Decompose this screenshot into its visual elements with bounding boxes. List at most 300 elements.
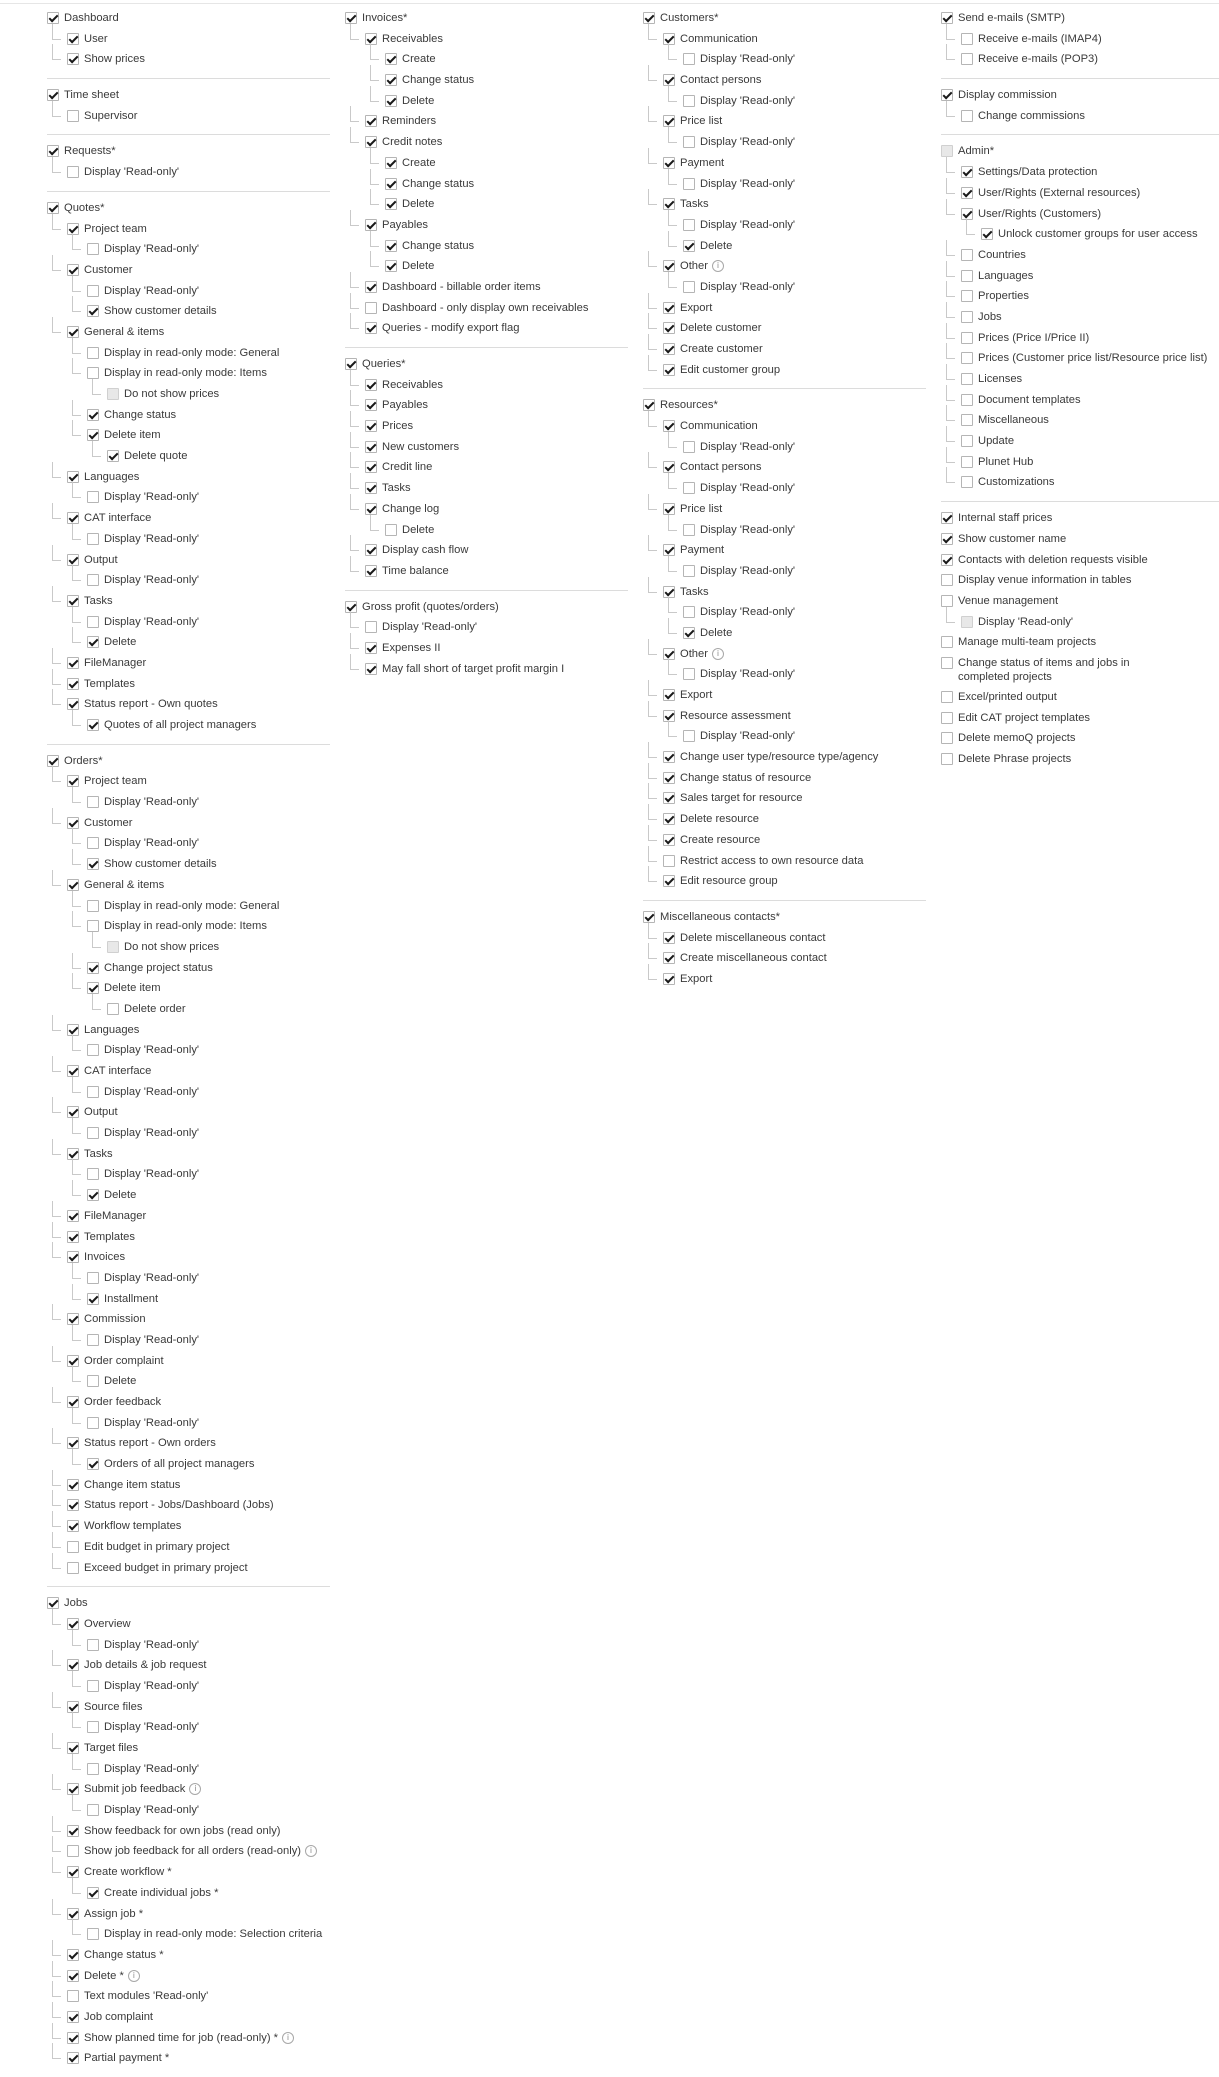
- checkbox-display-read-only[interactable]: [87, 1272, 99, 1284]
- checkbox-tasks[interactable]: [67, 595, 79, 607]
- permission-row-excel-printed-output[interactable]: [941, 687, 1219, 708]
- checkbox-communication[interactable]: [663, 420, 675, 432]
- checkbox-show-prices[interactable]: [67, 53, 79, 65]
- permission-row-delete[interactable]: [345, 256, 629, 277]
- permission-row-price-list[interactable]: [643, 499, 927, 520]
- permission-row-delete-item[interactable]: [47, 425, 331, 446]
- permission-row-do-not-show-prices[interactable]: [47, 384, 331, 405]
- checkbox-display-read-only[interactable]: [87, 1721, 99, 1733]
- permission-row-send-e-mails-smtp[interactable]: [941, 8, 1219, 29]
- permission-row-quotes[interactable]: [47, 198, 331, 219]
- permission-row-time-sheet[interactable]: [47, 85, 331, 106]
- permission-row-partial-payment[interactable]: [47, 2048, 331, 2069]
- permission-row-delete[interactable]: [345, 91, 629, 112]
- checkbox-customer[interactable]: [67, 264, 79, 276]
- permission-row-display-read-only[interactable]: [47, 487, 331, 508]
- checkbox-show-customer-details[interactable]: [87, 858, 99, 870]
- permission-row-admin[interactable]: [941, 141, 1219, 162]
- permission-row-delete-resource[interactable]: [643, 809, 927, 830]
- checkbox-sales-target-for-resource[interactable]: [663, 792, 675, 804]
- checkbox-display-read-only[interactable]: [67, 166, 79, 178]
- checkbox-contacts-with-deletion-requests-visible[interactable]: [941, 554, 953, 566]
- checkbox-create[interactable]: [385, 53, 397, 65]
- checkbox-display-read-only[interactable]: [87, 491, 99, 503]
- permission-row-queries-modify-export-flag[interactable]: [345, 318, 629, 339]
- checkbox-order-feedback[interactable]: [67, 1396, 79, 1408]
- permission-row-display-read-only[interactable]: [643, 49, 927, 70]
- info-icon[interactable]: i: [282, 2032, 294, 2044]
- permission-row-project-team[interactable]: [47, 219, 331, 240]
- permission-row-delete-order[interactable]: [47, 999, 331, 1020]
- permission-row-orders[interactable]: [47, 751, 331, 772]
- permission-row-other[interactable]: [643, 644, 927, 665]
- checkbox-display-read-only[interactable]: [87, 1804, 99, 1816]
- permission-row-show-customer-details[interactable]: [47, 854, 331, 875]
- checkbox-create-miscellaneous-contact[interactable]: [663, 952, 675, 964]
- checkbox-delete-quote[interactable]: [107, 450, 119, 462]
- checkbox-invoices[interactable]: [67, 1251, 79, 1263]
- checkbox-credit-notes[interactable]: [365, 136, 377, 148]
- permission-row-plunet-hub[interactable]: [941, 452, 1219, 473]
- permission-row-display-in-read-only-mode-items[interactable]: [47, 363, 331, 384]
- permission-row-display-read-only[interactable]: [643, 520, 927, 541]
- checkbox-customer[interactable]: [67, 817, 79, 829]
- checkbox-jobs[interactable]: [47, 1597, 59, 1609]
- permission-row-display-read-only[interactable]: [47, 281, 331, 302]
- checkbox-commission[interactable]: [67, 1313, 79, 1325]
- permission-row-text-modules-read-only[interactable]: [47, 1986, 331, 2007]
- permission-row-source-files[interactable]: [47, 1697, 331, 1718]
- checkbox-time-sheet[interactable]: [47, 89, 59, 101]
- permission-row-licenses[interactable]: [941, 369, 1219, 390]
- permission-row-job-complaint[interactable]: [47, 2007, 331, 2028]
- checkbox-change-user-type-resource-type-agency[interactable]: [663, 751, 675, 763]
- checkbox-languages[interactable]: [67, 471, 79, 483]
- permission-row-display-read-only[interactable]: [643, 437, 927, 458]
- checkbox-countries[interactable]: [961, 249, 973, 261]
- permission-row-delete-customer[interactable]: [643, 318, 927, 339]
- checkbox-delete[interactable]: [385, 198, 397, 210]
- checkbox-display-in-read-only-mode-general[interactable]: [87, 900, 99, 912]
- permission-row-payables[interactable]: [345, 395, 629, 416]
- permission-row-commission[interactable]: [47, 1309, 331, 1330]
- checkbox-price-list[interactable]: [663, 115, 675, 127]
- checkbox-order-complaint[interactable]: [67, 1355, 79, 1367]
- checkbox-manage-multi-team-projects[interactable]: [941, 636, 953, 648]
- permission-row-countries[interactable]: [941, 245, 1219, 266]
- permission-row-display-read-only[interactable]: [47, 1676, 331, 1697]
- checkbox-edit-customer-group[interactable]: [663, 364, 675, 376]
- permission-row-delete[interactable]: [345, 194, 629, 215]
- checkbox-delete[interactable]: [385, 260, 397, 272]
- checkbox-expenses-ii[interactable]: [365, 642, 377, 654]
- permission-row-properties[interactable]: [941, 286, 1219, 307]
- permission-row-customer[interactable]: [47, 813, 331, 834]
- checkbox-receive-e-mails-imap4[interactable]: [961, 33, 973, 45]
- permission-row-general-items[interactable]: [47, 875, 331, 896]
- checkbox-change-status[interactable]: [87, 409, 99, 421]
- checkbox-filemanager[interactable]: [67, 1210, 79, 1222]
- checkbox-delete-resource[interactable]: [663, 813, 675, 825]
- permission-row-dashboard[interactable]: [47, 8, 331, 29]
- checkbox-delete[interactable]: [683, 627, 695, 639]
- checkbox-installment[interactable]: [87, 1293, 99, 1305]
- checkbox-delete-order[interactable]: [107, 1003, 119, 1015]
- checkbox-status-report-own-quotes[interactable]: [67, 698, 79, 710]
- checkbox-delete-customer[interactable]: [663, 322, 675, 334]
- permission-row-may-fall-short-of-target-profit-margin-i[interactable]: [345, 659, 629, 680]
- permission-row-payment[interactable]: [643, 540, 927, 561]
- permission-row-general-items[interactable]: [47, 322, 331, 343]
- checkbox-delete-phrase-projects[interactable]: [941, 753, 953, 765]
- permission-row-expenses-ii[interactable]: [345, 638, 629, 659]
- permission-row-display-read-only[interactable]: [47, 162, 331, 183]
- permission-row-display-read-only[interactable]: [47, 1717, 331, 1738]
- permission-row-miscellaneous[interactable]: [941, 410, 1219, 431]
- checkbox-create-resource[interactable]: [663, 834, 675, 846]
- checkbox-display-commission[interactable]: [941, 89, 953, 101]
- checkbox-contact-persons[interactable]: [663, 74, 675, 86]
- permission-row-update[interactable]: [941, 431, 1219, 452]
- checkbox-display-in-read-only-mode-items[interactable]: [87, 367, 99, 379]
- checkbox-update[interactable]: [961, 435, 973, 447]
- checkbox-delete[interactable]: [87, 636, 99, 648]
- permission-row-prices-customer-price-list-resource-price-list[interactable]: [941, 348, 1219, 369]
- permission-row-change-status-of-items-and-jobs-in-completed-projects[interactable]: [941, 653, 1219, 687]
- permission-row-create-resource[interactable]: [643, 830, 927, 851]
- permission-row-display-read-only[interactable]: [47, 529, 331, 550]
- checkbox-document-templates[interactable]: [961, 394, 973, 406]
- permission-row-display-read-only[interactable]: [47, 239, 331, 260]
- info-icon[interactable]: i: [305, 1845, 317, 1857]
- checkbox-display-in-read-only-mode-general[interactable]: [87, 347, 99, 359]
- checkbox-quotes[interactable]: [47, 202, 59, 214]
- checkbox-export[interactable]: [663, 689, 675, 701]
- checkbox-target-files[interactable]: [67, 1742, 79, 1754]
- checkbox-payment[interactable]: [663, 157, 675, 169]
- permission-row-display-read-only[interactable]: [47, 833, 331, 854]
- permission-row-show-customer-name[interactable]: [941, 529, 1219, 550]
- checkbox-status-report-own-orders[interactable]: [67, 1437, 79, 1449]
- checkbox-display-in-read-only-mode-selection-criteria[interactable]: [87, 1928, 99, 1940]
- permission-row-delete-miscellaneous-contact[interactable]: [643, 928, 927, 949]
- permission-row-display-read-only[interactable]: [643, 478, 927, 499]
- permission-row-resource-assessment[interactable]: [643, 706, 927, 727]
- checkbox-supervisor[interactable]: [67, 110, 79, 122]
- permission-row-tasks[interactable]: [47, 591, 331, 612]
- permission-row-tasks[interactable]: [47, 1144, 331, 1165]
- permission-row-status-report-jobs-dashboard-jobs[interactable]: [47, 1495, 331, 1516]
- checkbox-change-commissions[interactable]: [961, 110, 973, 122]
- permission-row-templates[interactable]: [47, 1227, 331, 1248]
- checkbox-gross-profit-quotes-orders[interactable]: [345, 601, 357, 613]
- permission-row-show-planned-time-for-job-read-only[interactable]: [47, 2028, 331, 2049]
- permission-row-installment[interactable]: [47, 1289, 331, 1310]
- checkbox-display-read-only[interactable]: [683, 730, 695, 742]
- checkbox-other[interactable]: [663, 648, 675, 660]
- checkbox-create-customer[interactable]: [663, 343, 675, 355]
- permission-row-communication[interactable]: [643, 29, 927, 50]
- checkbox-dashboard[interactable]: [47, 12, 59, 24]
- permission-row-filemanager[interactable]: [47, 653, 331, 674]
- checkbox-change-item-status[interactable]: [67, 1479, 79, 1491]
- permission-row-receive-e-mails-imap4[interactable]: [941, 29, 1219, 50]
- checkbox-exceed-budget-in-primary-project[interactable]: [67, 1562, 79, 1574]
- permission-row-display-read-only[interactable]: [643, 277, 927, 298]
- permission-row-delete-phrase-projects[interactable]: [941, 749, 1219, 770]
- permission-row-status-report-own-orders[interactable]: [47, 1433, 331, 1454]
- permission-row-quotes-of-all-project-managers[interactable]: [47, 715, 331, 736]
- checkbox-export[interactable]: [663, 302, 675, 314]
- permission-row-queries[interactable]: [345, 354, 629, 375]
- permission-row-display-in-read-only-mode-general[interactable]: [47, 343, 331, 364]
- checkbox-settings-data-protection[interactable]: [961, 166, 973, 178]
- permission-row-internal-staff-prices[interactable]: [941, 508, 1219, 529]
- permission-row-tasks[interactable]: [643, 194, 927, 215]
- permission-row-user-rights-customers[interactable]: [941, 204, 1219, 225]
- checkbox-show-planned-time-for-job-read-only[interactable]: [67, 2032, 79, 2044]
- permission-row-create-individual-jobs[interactable]: [47, 1883, 331, 1904]
- permission-row-customers[interactable]: [643, 8, 927, 29]
- permission-row-status-report-own-quotes[interactable]: [47, 694, 331, 715]
- checkbox-excel-printed-output[interactable]: [941, 691, 953, 703]
- permission-row-supervisor[interactable]: [47, 106, 331, 127]
- permission-row-payables[interactable]: [345, 215, 629, 236]
- checkbox-display-read-only[interactable]: [87, 1334, 99, 1346]
- checkbox-display-read-only[interactable]: [87, 1168, 99, 1180]
- permission-row-delete[interactable]: [47, 1371, 331, 1392]
- checkbox-general-items[interactable]: [67, 326, 79, 338]
- checkbox-general-items[interactable]: [67, 879, 79, 891]
- permission-row-edit-cat-project-templates[interactable]: [941, 708, 1219, 729]
- checkbox-job-complaint[interactable]: [67, 2011, 79, 2023]
- checkbox-edit-cat-project-templates[interactable]: [941, 712, 953, 724]
- permission-row-filemanager[interactable]: [47, 1206, 331, 1227]
- permission-row-display-read-only[interactable]: [643, 174, 927, 195]
- permission-row-display-read-only[interactable]: [47, 1635, 331, 1656]
- checkbox-display-read-only[interactable]: [87, 616, 99, 628]
- checkbox-communication[interactable]: [663, 33, 675, 45]
- checkbox-dashboard-only-display-own-receivables[interactable]: [365, 302, 377, 314]
- permission-row-contact-persons[interactable]: [643, 70, 927, 91]
- checkbox-tasks[interactable]: [663, 198, 675, 210]
- checkbox-edit-budget-in-primary-project[interactable]: [67, 1541, 79, 1553]
- checkbox-display-cash-flow[interactable]: [365, 544, 377, 556]
- checkbox-display-read-only[interactable]: [365, 621, 377, 633]
- checkbox-templates[interactable]: [67, 1231, 79, 1243]
- info-icon[interactable]: i: [128, 1970, 140, 1982]
- permission-row-receivables[interactable]: [345, 375, 629, 396]
- permission-row-show-job-feedback-for-all-orders-read-only[interactable]: [47, 1841, 331, 1862]
- checkbox-resources[interactable]: [643, 399, 655, 411]
- permission-row-credit-notes[interactable]: [345, 132, 629, 153]
- permission-row-delete[interactable]: [47, 1185, 331, 1206]
- permission-row-create-miscellaneous-contact[interactable]: [643, 948, 927, 969]
- permission-row-display-read-only[interactable]: [47, 1268, 331, 1289]
- checkbox-display-read-only[interactable]: [87, 796, 99, 808]
- checkbox-jobs[interactable]: [961, 311, 973, 323]
- permission-row-display-venue-information-in-tables[interactable]: [941, 570, 1219, 591]
- permission-row-display-read-only[interactable]: [47, 1123, 331, 1144]
- checkbox-display-read-only[interactable]: [87, 1127, 99, 1139]
- permission-row-time-balance[interactable]: [345, 561, 629, 582]
- permission-row-display-read-only[interactable]: [643, 561, 927, 582]
- permission-row-requests[interactable]: [47, 141, 331, 162]
- checkbox-delete-miscellaneous-contact[interactable]: [663, 932, 675, 944]
- permission-row-sales-target-for-resource[interactable]: [643, 788, 927, 809]
- checkbox-delete[interactable]: [385, 95, 397, 107]
- checkbox-output[interactable]: [67, 554, 79, 566]
- permission-row-delete-quote[interactable]: [47, 446, 331, 467]
- checkbox-delete-memoq-projects[interactable]: [941, 732, 953, 744]
- permission-row-price-list[interactable]: [643, 111, 927, 132]
- checkbox-display-read-only[interactable]: [87, 533, 99, 545]
- checkbox-delete[interactable]: [87, 1375, 99, 1387]
- permission-row-display-read-only[interactable]: [47, 1759, 331, 1780]
- permission-row-output[interactable]: [47, 1102, 331, 1123]
- checkbox-user-rights-customers[interactable]: [961, 208, 973, 220]
- checkbox-display-read-only[interactable]: [683, 565, 695, 577]
- permission-row-exceed-budget-in-primary-project[interactable]: [47, 1558, 331, 1579]
- permission-row-export[interactable]: [643, 969, 927, 990]
- checkbox-unlock-customer-groups-for-user-access[interactable]: [981, 228, 993, 240]
- permission-row-languages[interactable]: [941, 266, 1219, 287]
- permission-row-change-status[interactable]: [345, 236, 629, 257]
- permission-row-delete[interactable]: [643, 623, 927, 644]
- permission-row-display-read-only[interactable]: [47, 1082, 331, 1103]
- checkbox-may-fall-short-of-target-profit-margin-i[interactable]: [365, 663, 377, 675]
- checkbox-receivables[interactable]: [365, 33, 377, 45]
- checkbox-display-read-only[interactable]: [683, 524, 695, 536]
- permission-row-display-read-only[interactable]: [643, 602, 927, 623]
- checkbox-create-workflow[interactable]: [67, 1866, 79, 1878]
- checkbox-send-e-mails-smtp[interactable]: [941, 12, 953, 24]
- checkbox-invoices[interactable]: [345, 12, 357, 24]
- checkbox-receivables[interactable]: [365, 379, 377, 391]
- checkbox-contact-persons[interactable]: [663, 461, 675, 473]
- permission-row-change-log[interactable]: [345, 499, 629, 520]
- permission-row-manage-multi-team-projects[interactable]: [941, 632, 1219, 653]
- checkbox-miscellaneous-contacts[interactable]: [643, 911, 655, 923]
- checkbox-display-read-only[interactable]: [87, 1763, 99, 1775]
- checkbox-prices-customer-price-list-resource-price-list[interactable]: [961, 352, 973, 364]
- checkbox-edit-resource-group[interactable]: [663, 875, 675, 887]
- permission-row-overview[interactable]: [47, 1614, 331, 1635]
- checkbox-status-report-jobs-dashboard-jobs[interactable]: [67, 1499, 79, 1511]
- permission-row-display-in-read-only-mode-general[interactable]: [47, 896, 331, 917]
- checkbox-restrict-access-to-own-resource-data[interactable]: [663, 855, 675, 867]
- checkbox-output[interactable]: [67, 1106, 79, 1118]
- checkbox-partial-payment[interactable]: [67, 2052, 79, 2064]
- checkbox-job-details-job-request[interactable]: [67, 1659, 79, 1671]
- permission-row-languages[interactable]: [47, 467, 331, 488]
- permission-row-change-project-status[interactable]: [47, 958, 331, 979]
- checkbox-change-project-status[interactable]: [87, 962, 99, 974]
- permission-row-display-read-only[interactable]: [47, 1164, 331, 1185]
- checkbox-display-read-only[interactable]: [683, 281, 695, 293]
- permission-row-unlock-customer-groups-for-user-access[interactable]: [941, 224, 1219, 245]
- permission-row-settings-data-protection[interactable]: [941, 162, 1219, 183]
- permission-row-invoices[interactable]: [345, 8, 629, 29]
- permission-row-show-customer-details[interactable]: [47, 301, 331, 322]
- permission-row-display-in-read-only-mode-selection-criteria[interactable]: [47, 1924, 331, 1945]
- checkbox-change-status-of-items-and-jobs-in-completed-projects[interactable]: [941, 657, 953, 669]
- permission-row-customizations[interactable]: [941, 472, 1219, 493]
- permission-row-display-read-only[interactable]: [47, 570, 331, 591]
- checkbox-change-status-of-resource[interactable]: [663, 772, 675, 784]
- checkbox-display-read-only[interactable]: [683, 136, 695, 148]
- checkbox-requests[interactable]: [47, 145, 59, 157]
- checkbox-queries-modify-export-flag[interactable]: [365, 322, 377, 334]
- checkbox-plunet-hub[interactable]: [961, 456, 973, 468]
- permission-row-show-prices[interactable]: [47, 49, 331, 70]
- checkbox-text-modules-read-only[interactable]: [67, 1990, 79, 2002]
- permission-row-other[interactable]: [643, 256, 927, 277]
- info-icon[interactable]: i: [712, 648, 724, 660]
- permission-row-change-status[interactable]: [345, 70, 629, 91]
- checkbox-tasks[interactable]: [663, 586, 675, 598]
- checkbox-quotes-of-all-project-managers[interactable]: [87, 719, 99, 731]
- checkbox-change-status[interactable]: [385, 240, 397, 252]
- checkbox-miscellaneous[interactable]: [961, 414, 973, 426]
- permission-row-change-status[interactable]: [345, 174, 629, 195]
- checkbox-display-read-only[interactable]: [683, 606, 695, 618]
- permission-row-receivables[interactable]: [345, 29, 629, 50]
- permission-row-submit-job-feedback[interactable]: [47, 1779, 331, 1800]
- checkbox-submit-job-feedback[interactable]: [67, 1783, 79, 1795]
- permission-row-display-read-only[interactable]: [345, 617, 629, 638]
- checkbox-overview[interactable]: [67, 1618, 79, 1630]
- checkbox-show-customer-name[interactable]: [941, 533, 953, 545]
- checkbox-display-in-read-only-mode-items[interactable]: [87, 920, 99, 932]
- checkbox-show-job-feedback-for-all-orders-read-only[interactable]: [67, 1845, 79, 1857]
- checkbox-prices[interactable]: [365, 420, 377, 432]
- checkbox-project-team[interactable]: [67, 775, 79, 787]
- permission-row-credit-line[interactable]: [345, 457, 629, 478]
- permission-row-workflow-templates[interactable]: [47, 1516, 331, 1537]
- permission-row-jobs[interactable]: [47, 1593, 331, 1614]
- permission-row-new-customers[interactable]: [345, 437, 629, 458]
- checkbox-display-read-only[interactable]: [87, 574, 99, 586]
- permission-row-orders-of-all-project-managers[interactable]: [47, 1454, 331, 1475]
- checkbox-source-files[interactable]: [67, 1701, 79, 1713]
- checkbox-orders[interactable]: [47, 755, 59, 767]
- checkbox-venue-management[interactable]: [941, 595, 953, 607]
- checkbox-display-read-only[interactable]: [683, 441, 695, 453]
- permission-row-order-complaint[interactable]: [47, 1351, 331, 1372]
- permission-row-venue-management[interactable]: [941, 591, 1219, 612]
- permission-row-prices[interactable]: [345, 416, 629, 437]
- checkbox-tasks[interactable]: [365, 482, 377, 494]
- info-icon[interactable]: i: [189, 1783, 201, 1795]
- permission-row-display-read-only[interactable]: [47, 1800, 331, 1821]
- checkbox-internal-staff-prices[interactable]: [941, 512, 953, 524]
- checkbox-dashboard-billable-order-items[interactable]: [365, 281, 377, 293]
- permission-row-display-read-only[interactable]: [47, 1040, 331, 1061]
- checkbox-workflow-templates[interactable]: [67, 1520, 79, 1532]
- checkbox-delete-item[interactable]: [87, 982, 99, 994]
- permission-row-create[interactable]: [345, 49, 629, 70]
- checkbox-time-balance[interactable]: [365, 565, 377, 577]
- checkbox-delete[interactable]: [683, 240, 695, 252]
- permission-row-payment[interactable]: [643, 153, 927, 174]
- permission-row-order-feedback[interactable]: [47, 1392, 331, 1413]
- permission-row-miscellaneous-contacts[interactable]: [643, 907, 927, 928]
- permission-row-resources[interactable]: [643, 395, 927, 416]
- checkbox-customers[interactable]: [643, 12, 655, 24]
- checkbox-resource-assessment[interactable]: [663, 710, 675, 722]
- checkbox-display-read-only[interactable]: [87, 1086, 99, 1098]
